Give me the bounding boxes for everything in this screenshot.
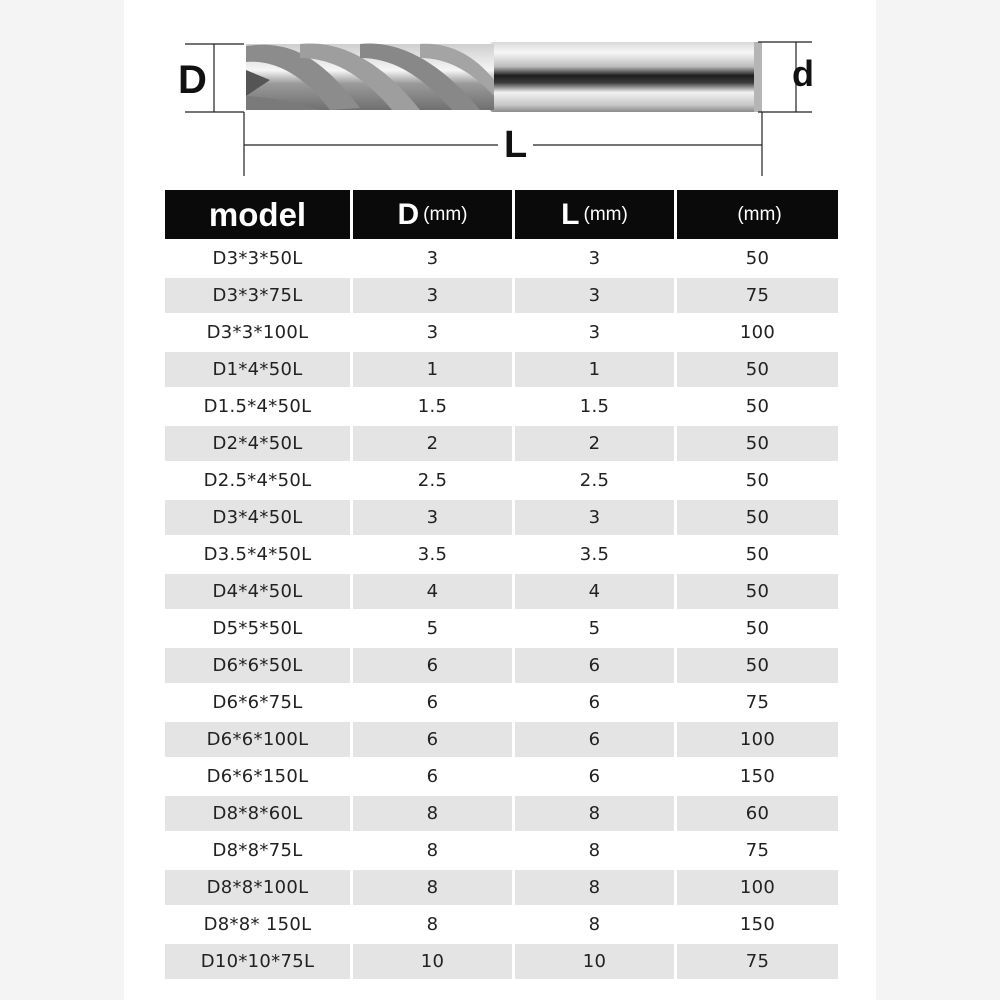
- cell-overall: 100: [677, 313, 838, 350]
- cell-length: 8: [515, 831, 677, 868]
- cell-length: 6: [515, 683, 677, 720]
- table-row: [165, 461, 838, 498]
- cell-diameter: 2.5: [353, 461, 515, 498]
- shank-shape: [490, 42, 762, 112]
- table-row: [165, 387, 838, 424]
- cell-diameter: 8: [353, 868, 515, 905]
- cell-overall: 50: [677, 609, 838, 646]
- cell-length: 6: [515, 757, 677, 794]
- table-row: [165, 239, 838, 276]
- cell-length: 1.5: [515, 387, 677, 424]
- table-row: [165, 535, 838, 572]
- cell-overall: 75: [677, 942, 838, 979]
- table-row: [165, 276, 838, 313]
- header-length-unit: (mm): [583, 203, 628, 225]
- cell-length: 5: [515, 609, 677, 646]
- cell-length: 1: [515, 350, 677, 387]
- cell-overall: 60: [677, 794, 838, 831]
- cell-model: D6*6*50L: [165, 646, 353, 683]
- cell-diameter: 10: [353, 942, 515, 979]
- cell-model: D6*6*150L: [165, 757, 353, 794]
- cell-length: 10: [515, 942, 677, 979]
- cell-overall: 50: [677, 387, 838, 424]
- cell-overall: 50: [677, 350, 838, 387]
- cell-diameter: 3: [353, 239, 515, 276]
- table-row: [165, 424, 838, 461]
- cell-overall: 50: [677, 239, 838, 276]
- header-model: model: [165, 190, 353, 239]
- cell-overall: 50: [677, 461, 838, 498]
- cell-model: D3*4*50L: [165, 498, 353, 535]
- cell-overall: 150: [677, 905, 838, 942]
- diameter-label: D: [178, 58, 207, 102]
- cell-overall: 100: [677, 720, 838, 757]
- table-row: [165, 313, 838, 350]
- table-row: [165, 646, 838, 683]
- header-diameter: [353, 190, 515, 239]
- cell-diameter: 1: [353, 350, 515, 387]
- table-row: [165, 794, 838, 831]
- cell-diameter: 8: [353, 905, 515, 942]
- cell-overall: 50: [677, 424, 838, 461]
- header-diameter-unit: (mm): [423, 203, 468, 225]
- cell-model: D8*8* 150L: [165, 905, 353, 942]
- length-label: L: [498, 126, 533, 164]
- cell-diameter: 8: [353, 831, 515, 868]
- header-overall: [677, 190, 838, 239]
- cell-diameter: 5: [353, 609, 515, 646]
- cell-length: 2: [515, 424, 677, 461]
- table-row: [165, 757, 838, 794]
- cell-model: D3*3*100L: [165, 313, 353, 350]
- cell-model: D6*6*100L: [165, 720, 353, 757]
- cell-length: 8: [515, 794, 677, 831]
- cell-diameter: 4: [353, 572, 515, 609]
- table-row: [165, 609, 838, 646]
- cell-model: D3*3*75L: [165, 276, 353, 313]
- cell-length: 3: [515, 239, 677, 276]
- cell-model: D2*4*50L: [165, 424, 353, 461]
- cell-length: 3.5: [515, 535, 677, 572]
- cell-overall: 50: [677, 535, 838, 572]
- cell-length: 3: [515, 498, 677, 535]
- table-row: [165, 831, 838, 868]
- spec-table: [165, 190, 838, 979]
- cell-model: D6*6*75L: [165, 683, 353, 720]
- table-row: [165, 905, 838, 942]
- cell-model: D8*8*75L: [165, 831, 353, 868]
- header-length-letter: L: [561, 197, 580, 231]
- cell-overall: 50: [677, 498, 838, 535]
- cell-diameter: 6: [353, 683, 515, 720]
- cell-diameter: 3: [353, 313, 515, 350]
- cell-diameter: 6: [353, 646, 515, 683]
- cell-model: D1.5*4*50L: [165, 387, 353, 424]
- cell-length: 6: [515, 720, 677, 757]
- cell-model: D1*4*50L: [165, 350, 353, 387]
- cell-overall: 100: [677, 868, 838, 905]
- cell-diameter: 3: [353, 276, 515, 313]
- cell-length: 3: [515, 276, 677, 313]
- cell-model: D10*10*75L: [165, 942, 353, 979]
- cell-model: D8*8*100L: [165, 868, 353, 905]
- cell-model: D5*5*50L: [165, 609, 353, 646]
- cell-overall: 50: [677, 646, 838, 683]
- table-row: [165, 350, 838, 387]
- cell-overall: 50: [677, 572, 838, 609]
- shank-diameter-label: d: [792, 53, 814, 94]
- cell-length: 8: [515, 905, 677, 942]
- table-row: [165, 868, 838, 905]
- table-row: [165, 498, 838, 535]
- cell-overall: 75: [677, 831, 838, 868]
- end-mill-diagram: [0, 0, 1000, 190]
- cell-length: 6: [515, 646, 677, 683]
- cell-model: D8*8*60L: [165, 794, 353, 831]
- flute-shape: [246, 44, 494, 110]
- cell-overall: 150: [677, 757, 838, 794]
- cell-length: 2.5: [515, 461, 677, 498]
- cell-diameter: 2: [353, 424, 515, 461]
- cell-length: 4: [515, 572, 677, 609]
- table-row: [165, 942, 838, 979]
- cell-diameter: 3: [353, 498, 515, 535]
- header-length: [515, 190, 677, 239]
- header-diameter-letter: D: [397, 197, 420, 231]
- table-row: [165, 720, 838, 757]
- cell-diameter: 1.5: [353, 387, 515, 424]
- cell-overall: 75: [677, 683, 838, 720]
- cell-diameter: 6: [353, 757, 515, 794]
- cell-model: D4*4*50L: [165, 572, 353, 609]
- cell-model: D3*3*50L: [165, 239, 353, 276]
- cell-model: D2.5*4*50L: [165, 461, 353, 498]
- cell-diameter: 3.5: [353, 535, 515, 572]
- cell-overall: 75: [677, 276, 838, 313]
- table-row: [165, 572, 838, 609]
- table-row: [165, 683, 838, 720]
- cell-diameter: 6: [353, 720, 515, 757]
- cell-diameter: 8: [353, 794, 515, 831]
- cell-length: 8: [515, 868, 677, 905]
- table-header-row: [165, 190, 838, 239]
- cell-model: D3.5*4*50L: [165, 535, 353, 572]
- cell-length: 3: [515, 313, 677, 350]
- header-overall-unit: (mm): [737, 203, 782, 225]
